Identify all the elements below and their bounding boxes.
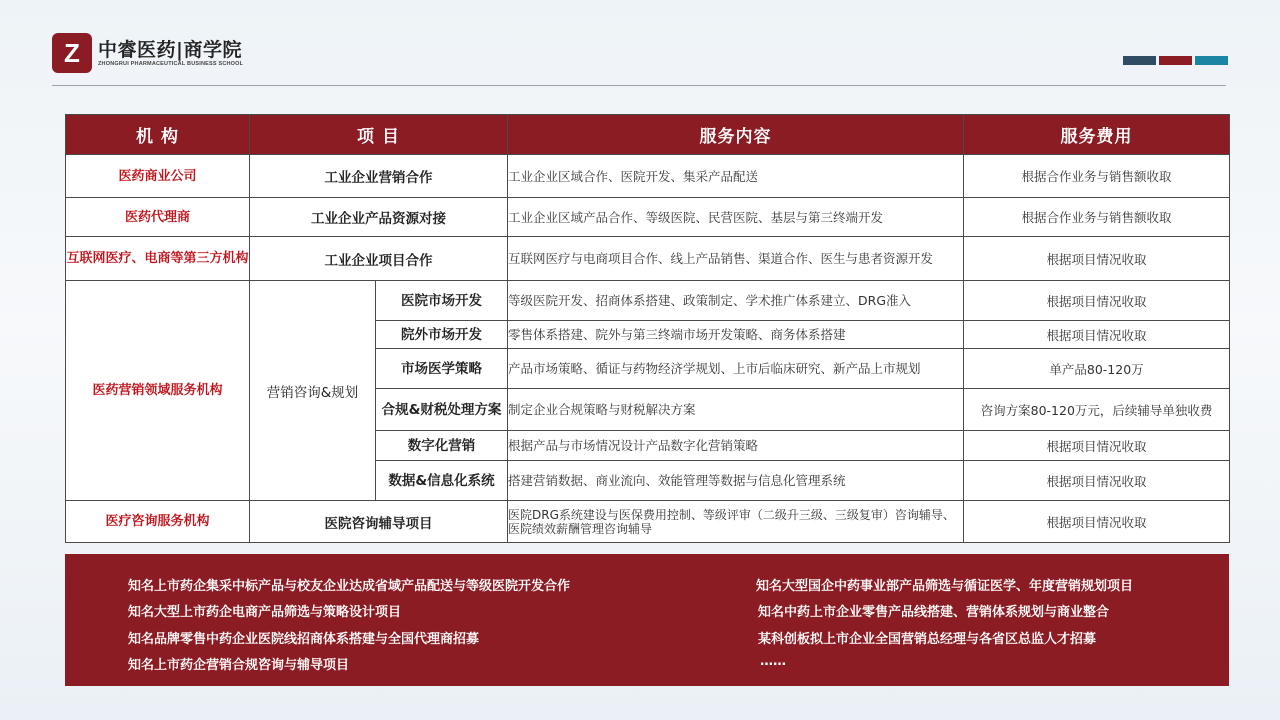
fee-cell: 根据项目情况收取 [964, 501, 1230, 543]
sub-project-cell: 院外市场开发 [376, 321, 508, 349]
fee-cell: 根据项目情况收取 [964, 237, 1230, 281]
fee-cell: 根据项目情况收取 [964, 461, 1230, 501]
service-table [65, 114, 1230, 543]
content-cell: 根据产品与市场情况设计产品数字化营销策略 [508, 431, 964, 461]
case-item: 知名品牌零售中药企业医院线招商体系搭建与全国代理商招募 [128, 632, 480, 647]
header-fee: 服务费用 [964, 115, 1230, 155]
fee-cell: 根据项目情况收取 [964, 321, 1230, 349]
project-cell: 工业企业产品资源对接 [250, 198, 508, 237]
color-bar-navy [1123, 56, 1156, 65]
content-cell: 等级医院开发、招商体系搭建、政策制定、学术推广体系建立、DRG准入 [508, 281, 964, 321]
header-project: 项 目 [250, 115, 508, 155]
logo [52, 33, 243, 73]
content-cell: 零售体系搭建、院外与第三终端市场开发策略、商务体系搭建 [508, 321, 964, 349]
sub-project-cell: 数字化营销 [376, 431, 508, 461]
project-cell: 工业企业项目合作 [250, 237, 508, 281]
content-cell: 互联网医疗与电商项目合作、线上产品销售、渠道合作、医生与患者资源开发 [508, 237, 964, 281]
sub-project-cell: 合规&财税处理方案 [376, 389, 508, 431]
org-cell-group: 医药营销领域服务机构 [66, 281, 250, 501]
org-cell: 互联网医疗、电商等第三方机构 [66, 237, 250, 281]
table-header-row [66, 115, 1230, 155]
header-org: 机 构 [66, 115, 250, 155]
org-cell: 医药代理商 [66, 198, 250, 237]
logo-chinese-name: 中睿医药|商学院 [98, 39, 242, 61]
case-item: 知名中药上市企业零售产品线搭建、营销体系规划与商业整合 [758, 605, 1110, 620]
header-content: 服务内容 [508, 115, 964, 155]
sub-project-cell: 市场医学策略 [376, 349, 508, 389]
content-cell: 工业企业区域合作、医院开发、集采产品配送 [508, 155, 964, 198]
content-cell: 搭建营销数据、商业流向、效能管理等数据与信息化管理系统 [508, 461, 964, 501]
fee-cell: 根据项目情况收取 [964, 431, 1230, 461]
case-item: 知名上市药企集采中标产品与校友企业达成省域产品配送与等级医院开发合作 [128, 579, 571, 594]
table-row [66, 237, 1230, 281]
org-cell: 医疗咨询服务机构 [66, 501, 250, 543]
content-cell: 医院DRG系统建设与医保费用控制、等级评审（二级升三级、三级复审）咨询辅导、医院绩效薪酬管理咨询辅导 [508, 501, 964, 543]
project-cell-group: 营销咨询&规划 [250, 281, 376, 501]
fee-cell: 根据合作业务与销售额收取 [964, 198, 1230, 237]
case-item: 知名大型上市药企电商产品筛选与策略设计项目 [128, 605, 402, 620]
project-cell: 工业企业营销合作 [250, 155, 508, 198]
color-bar-red [1159, 56, 1192, 65]
case-item: 知名上市药企营销合规咨询与辅导项目 [128, 658, 350, 673]
logo-mark: Z [52, 33, 92, 73]
table-row [66, 155, 1230, 198]
table-row [66, 281, 1230, 321]
table-row [66, 198, 1230, 237]
project-cell: 医院咨询辅导项目 [250, 501, 508, 543]
org-cell: 医药商业公司 [66, 155, 250, 198]
sub-project-cell: 数据&信息化系统 [376, 461, 508, 501]
fee-cell: 根据合作业务与销售额收取 [964, 155, 1230, 198]
content-cell: 制定企业合规策略与财税解决方案 [508, 389, 964, 431]
case-list-panel [65, 554, 1229, 686]
fee-cell: 单产品80-120万 [964, 349, 1230, 389]
sub-project-cell: 医院市场开发 [376, 281, 508, 321]
fee-cell: 咨询方案80-120万元，后续辅导单独收费 [964, 389, 1230, 431]
logo-english-name: ZHONGRUI PHARMACEUTICAL BUSINESS SCHOOL [98, 61, 244, 67]
color-bar-teal [1195, 56, 1228, 65]
case-item: 知名大型国企中药事业部产品筛选与循证医学、年度营销规划项目 [756, 579, 1134, 594]
fee-cell: 根据项目情况收取 [964, 281, 1230, 321]
case-item: …… [760, 654, 786, 669]
logo-text [98, 39, 243, 67]
content-cell: 产品市场策略、循证与药物经济学规划、上市后临床研究、新产品上市规划 [508, 349, 964, 389]
decorative-color-bars [1123, 56, 1228, 65]
content-cell: 工业企业区域产品合作、等级医院、民营医院、基层与第三终端开发 [508, 198, 964, 237]
header-divider [52, 85, 1226, 86]
table-row [66, 501, 1230, 543]
case-item: 某科创板拟上市企业全国营销总经理与各省区总监人才招募 [758, 632, 1097, 647]
